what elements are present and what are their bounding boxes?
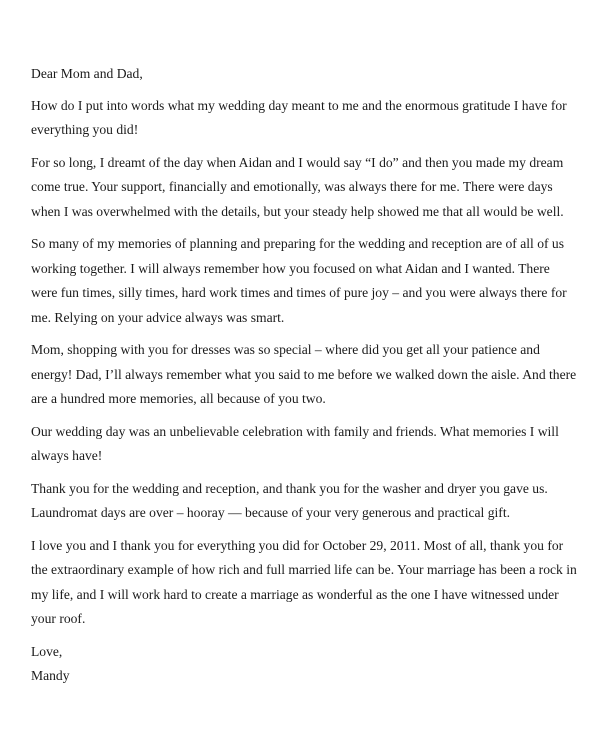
paragraph-line: energy! Dad, I’ll always remember what you said to me before we walked down the aisle. And there: [31, 366, 577, 382]
paragraph-line: were fun times, silly times, hard work times and times of pure joy – and you were always there for: [31, 285, 567, 300]
paragraph-4: [31, 338, 580, 412]
paragraph-line: come true. Your support, financially and emotionally, was always there for me. There were days: [31, 179, 553, 194]
paragraph-3: [31, 232, 580, 330]
paragraph-line: Thank you for the wedding and reception, and thank you for the washer and dryer you gave us.: [31, 480, 548, 496]
paragraph-line: Our wedding day was an unbelievable celebration with family and friends. What memories I will: [31, 423, 559, 439]
paragraph-line: Laundromat days are over – hooray — because of your very generous and practical gift.: [31, 505, 510, 520]
paragraph-line: when I was overwhelmed with the details, but your steady help showed me that all would be well.: [31, 203, 564, 219]
letter-greeting: Dear Mom and Dad,: [31, 66, 143, 81]
paragraph-6: [31, 477, 580, 526]
paragraph-line: I love you and I thank you for everything you did for October 29, 2011. Most of all, thank you for: [31, 537, 564, 553]
paragraph-2: [31, 151, 580, 225]
paragraph-line: So many of my memories of planning and preparing for the wedding and reception are of all of us: [31, 236, 565, 251]
paragraph-7: [31, 534, 580, 632]
letter-signature: Mandy: [31, 668, 70, 683]
paragraph-line: For so long, I dreamt of the day when Aidan and I would say “I do” and then you made my dream: [31, 154, 564, 170]
paragraph-line: How do I put into words what my wedding day meant to me and the enormous gratitude I have for: [31, 97, 567, 113]
paragraph-line: working together. I will always remember how you focused on what Aidan and I wanted. There: [31, 260, 550, 276]
paragraph-line: Mom, shopping with you for dresses was so special – where did you get all your patience and: [31, 342, 540, 357]
paragraph-line: everything you did!: [31, 122, 139, 137]
paragraph-line: the extraordinary example of how rich and full married life can be. Your marriage has been a rock in: [31, 562, 577, 577]
paragraph-1: [31, 94, 580, 143]
paragraph-line: are a hundred more memories, all because of you two.: [31, 391, 326, 406]
paragraph-5: [31, 420, 580, 469]
letter-closing: Love,: [31, 643, 63, 659]
paragraph-line: always have!: [31, 448, 103, 463]
paragraph-line: my life, and I will work hard to create a marriage as wonderful as the one I have witnessed under: [31, 586, 559, 602]
paragraph-line: me. Relying on your advice always was smart.: [31, 309, 285, 325]
paragraph-line: your roof.: [31, 611, 86, 626]
